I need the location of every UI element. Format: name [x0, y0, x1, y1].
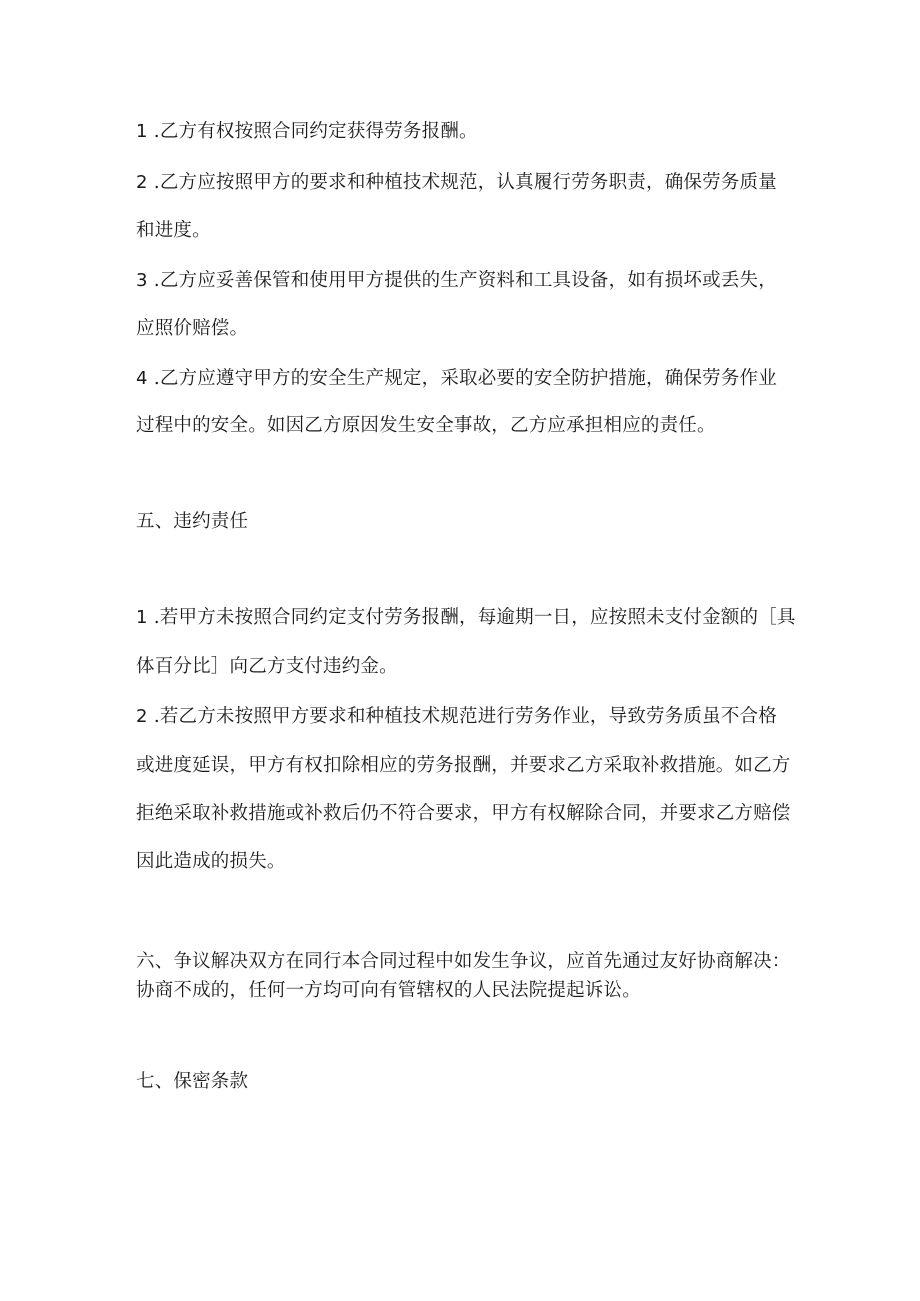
clause-number: 4 [136, 368, 148, 389]
clause-5-2-line1 [136, 705, 796, 729]
clause-text: .乙方应遵守甲方的安全生产规定，采取必要的安全防护措施，确保劳务作业 [147, 368, 777, 389]
section-6-line2: 协商不成的，任何一方均可向有管辖权的人民法院提起诉讼。 [136, 980, 641, 1001]
clause-4-3-line1 [136, 269, 796, 293]
clause-5-2-line2: 或进度延误，甲方有权扣除相应的劳务报酬，并要求乙方采取补救措施。如乙方 [136, 755, 791, 776]
clause-5-2-line3: 拒绝采取补救措施或补救后仍不符合要求，甲方有权解除合同，并要求乙方赔偿 [136, 803, 791, 824]
clause-4-4-line1 [136, 367, 796, 391]
clause-number: 2 [136, 172, 148, 193]
clause-4-3-line2: 应照价赔偿。 [136, 318, 249, 339]
clause-number: 2 [136, 706, 148, 727]
clause-5-1-line2: 体百分比］向乙方支付违约金。 [136, 656, 398, 677]
clause-4-4-line2: 过程中的安全。如因乙方原因发生安全事故，乙方应承担相应的责任。 [136, 415, 716, 436]
clause-number: 1 [136, 121, 148, 142]
clause-number: 1 [136, 607, 148, 628]
clause-text: .若乙方未按照甲方要求和种植技术规范进行劳务作业，导致劳务质虽不合格 [147, 706, 777, 727]
section-6-line1: 六、争议解决双方在同行本合同过程中如发生争议，应首先通过友好协商解决： [136, 951, 791, 972]
clause-text: .乙方应妥善保管和使用甲方提供的生产资料和工具设备，如有损坏或丢失， [147, 270, 777, 291]
clause-4-2-line2: 和进度。 [136, 220, 211, 241]
section-7-heading: 七、保密条款 [136, 1071, 249, 1092]
clause-number: 3 [136, 270, 148, 291]
clause-text: .若甲方未按照合同约定支付劳务报酬，每逾期一日，应按照未支付金额的［具 [147, 607, 796, 628]
clause-text: .乙方有权按照合同约定获得劳务报酬。 [147, 121, 478, 142]
clause-5-2-line4: 因此造成的损失。 [136, 851, 286, 872]
clause-4-1 [136, 120, 796, 144]
section-5-heading: 五、违约责任 [136, 511, 249, 532]
clause-5-1-line1 [136, 606, 796, 630]
clause-text: .乙方应按照甲方的要求和种植技术规范，认真履行劳务职责，确保劳务质量 [147, 172, 777, 193]
clause-4-2-line1 [136, 171, 796, 195]
